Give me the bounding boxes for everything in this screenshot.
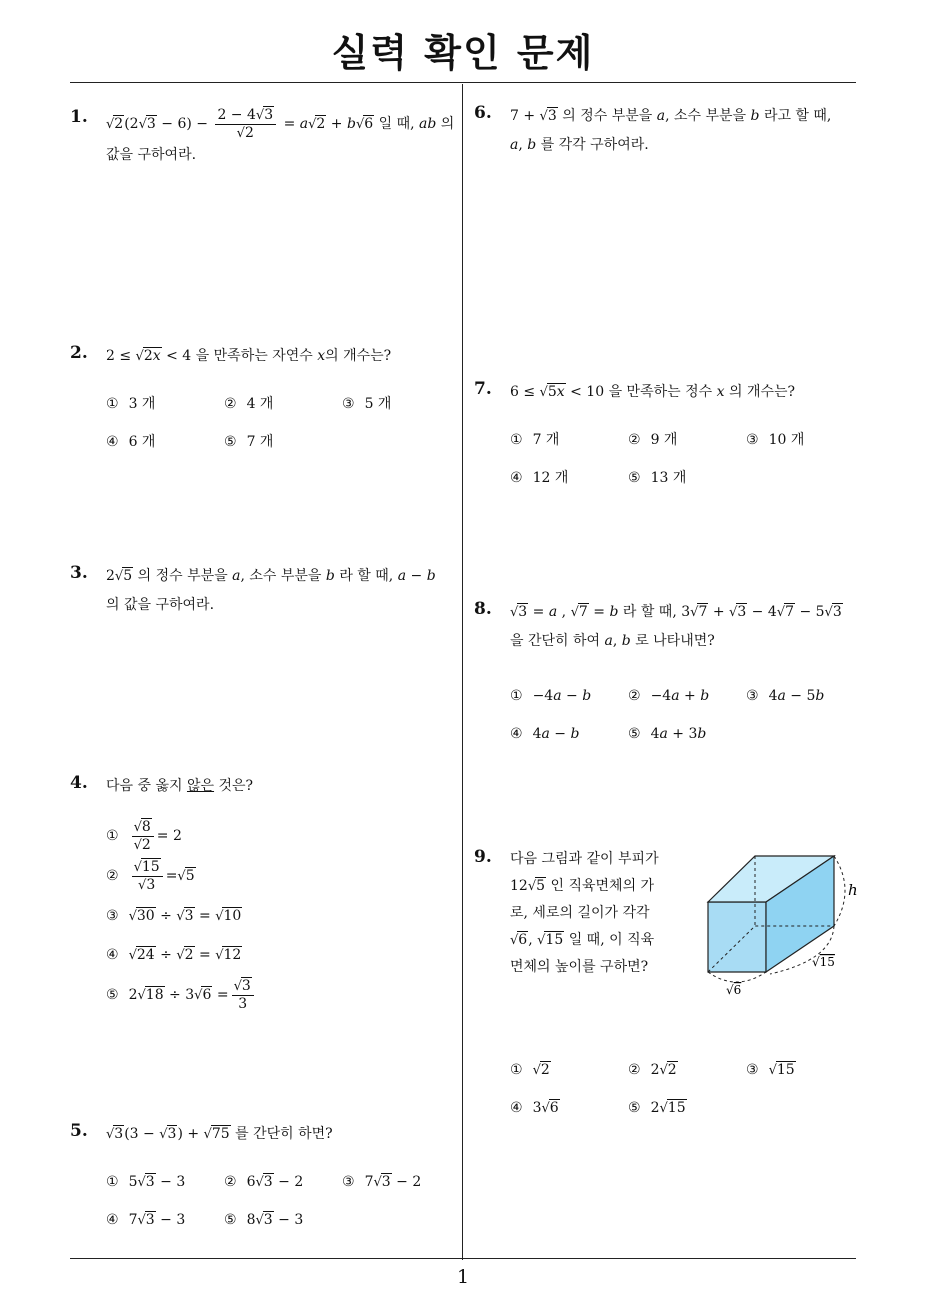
page-number: 1 xyxy=(456,1266,470,1288)
choice-row xyxy=(510,715,860,753)
choice-1[interactable]: ① $\frac{√8}{√2}$ = 2 xyxy=(106,818,182,853)
top-rule xyxy=(70,82,856,83)
width-label: √6 xyxy=(726,983,742,997)
choice-row xyxy=(106,385,456,423)
choice-1[interactable]: ① 3 개 xyxy=(106,396,156,412)
problem-number: 4. xyxy=(70,773,88,793)
choice-5[interactable]: ⑤ 7 개 xyxy=(224,434,274,450)
problem-4 xyxy=(70,772,456,1016)
choice-2[interactable]: ② 4 개 xyxy=(224,396,274,412)
choice-2[interactable]: ② $\frac{√15}{√3}$ = √5 xyxy=(106,858,195,893)
choice-1[interactable]: ① √2 xyxy=(510,1061,550,1078)
choice-4[interactable]: ④ 6 개 xyxy=(106,434,156,450)
problem-text: √3 = a , √7 = b 라 할 때, 3√7 + √3 − 4√7 − 5√3 을 간단히 하여 a, b 로 나타내면? xyxy=(510,604,842,649)
problem-number: 2. xyxy=(70,343,88,363)
choice-4[interactable]: ④ 3 √6 xyxy=(510,1099,559,1116)
choice-2[interactable]: ② 6 √3 − 2 xyxy=(224,1173,304,1190)
problem-number: 6. xyxy=(474,103,492,123)
choice-row xyxy=(510,677,860,715)
problem-number: 3. xyxy=(70,563,88,583)
cuboid-figure xyxy=(700,850,860,1000)
choice-4[interactable]: ④ 4 a − b xyxy=(510,726,580,742)
problem-text: 2 ≤ √2x < 4 을 만족하는 자연수 x의 개수는? xyxy=(106,348,392,364)
choice-5[interactable]: ⑤ 4 a + 3 b xyxy=(628,726,707,742)
choice-row xyxy=(106,423,456,461)
choice-3[interactable]: ③ 7 √3 − 2 xyxy=(342,1173,422,1190)
problem-number: 8. xyxy=(474,599,492,619)
problem-5 xyxy=(70,1120,456,1239)
cuboid-front-face xyxy=(708,902,766,972)
problem-text: √2(2√3 − 6) − $\frac{2 - 4√3}{√2}$ = a√2 + b√6 일 때, ab 의 값을 구하여라. xyxy=(106,106,455,163)
problem-3 xyxy=(70,562,456,619)
column-divider xyxy=(462,84,463,1260)
problem-text: 7 + √3 의 정수 부분을 a, 소수 부분을 b 라고 할 때, a, b 를 각각 구하여라. xyxy=(510,108,832,153)
problem-7 xyxy=(474,378,860,497)
problem-2 xyxy=(70,342,456,461)
problem-text: 다음 중 옳지 않은 것은? xyxy=(106,778,254,794)
choice-row xyxy=(106,1163,456,1201)
choice-3[interactable]: ③ 4 a − 5 b xyxy=(746,688,825,704)
problem-number: 5. xyxy=(70,1121,88,1141)
choice-3[interactable]: ③ √30 ÷ √3 = √10 xyxy=(106,907,242,924)
choice-5[interactable]: ⑤ 13 개 xyxy=(628,470,687,486)
problem-6 xyxy=(474,102,860,159)
choice-row xyxy=(510,459,860,497)
problem-8 xyxy=(474,598,860,753)
choice-2[interactable]: ② −4 a + b xyxy=(628,688,710,704)
problem-text: 6 ≤ √5x < 10 을 만족하는 정수 x 의 개수는? xyxy=(510,384,796,400)
problem-text: 다음 그림과 같이 부피가 12√5 인 직육면체의 가 로, 세로의 길이가 각각 √6, √15 일 때, 이 직육 면체의 높이를 구하면? xyxy=(510,851,659,975)
choice-row xyxy=(510,1089,860,1127)
choice-3[interactable]: ③ 10 개 xyxy=(746,432,805,448)
choice-4[interactable]: ④ 7 √3 − 3 xyxy=(106,1211,186,1228)
height-arc xyxy=(834,856,845,926)
problem-text: 2√5 의 정수 부분을 a, 소수 부분을 b 라 할 때, a − b 의 값을 구하여라. xyxy=(106,568,436,613)
choice-5[interactable]: ⑤ 8 √3 − 3 xyxy=(224,1211,304,1228)
choice-2[interactable]: ② 2 √2 xyxy=(628,1061,677,1078)
choice-1[interactable]: ① 7 개 xyxy=(510,432,560,448)
choice-1[interactable]: ① 5 √3 − 3 xyxy=(106,1173,186,1190)
bottom-rule xyxy=(70,1258,856,1259)
choice-5[interactable]: ⑤ 2 √18 ÷ 3 √6 = $\frac{√3}{3}$ xyxy=(106,974,456,1016)
width-arc xyxy=(708,972,766,982)
depth-label: √15 xyxy=(812,955,835,969)
choice-row xyxy=(510,421,860,459)
choice-5[interactable]: ⑤ 2 √15 xyxy=(628,1099,686,1116)
choice-3[interactable]: ③ 5 개 xyxy=(342,396,392,412)
page-title: 실력 확인 문제 xyxy=(331,31,595,75)
problem-1 xyxy=(70,106,456,179)
choice-2[interactable]: ② 9 개 xyxy=(628,432,678,448)
choice-3[interactable]: ③ √15 xyxy=(746,1061,795,1078)
choice-row xyxy=(510,1051,860,1089)
problem-number: 7. xyxy=(474,379,492,399)
choice-1[interactable]: ① −4 a − b xyxy=(510,688,592,704)
problem-text: √3(3 − √3) + √75 를 간단히 하면? xyxy=(106,1126,333,1142)
problem-number: 9. xyxy=(474,847,492,867)
problem-number: 1. xyxy=(70,107,88,127)
choice-4[interactable]: ④ 12 개 xyxy=(510,470,569,486)
height-label: h xyxy=(848,881,858,899)
choice-4[interactable]: ④ √24 ÷ √2 = √12 xyxy=(106,946,242,963)
choice-row xyxy=(106,1201,456,1239)
